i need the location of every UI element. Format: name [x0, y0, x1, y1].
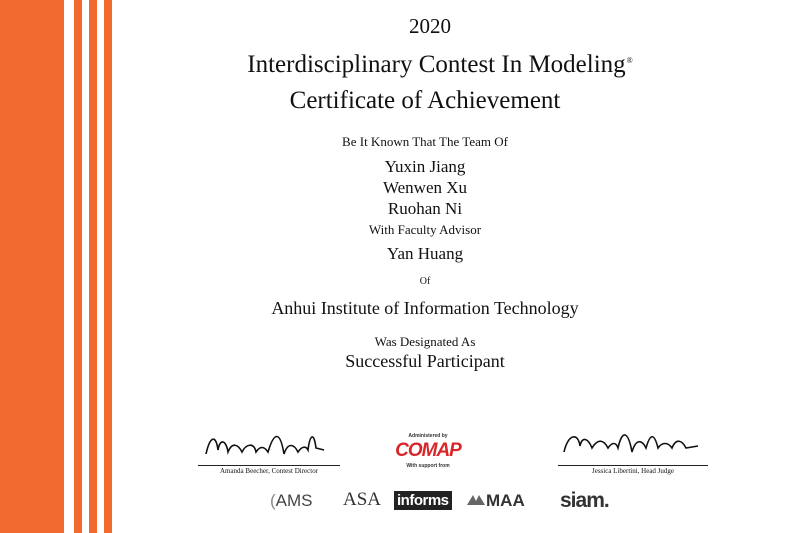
- right-signature-image: [558, 428, 708, 460]
- decorative-stripes: [0, 0, 120, 533]
- certificate-title: Certificate of Achievement: [289, 87, 561, 114]
- team-member: Yuxin Jiang: [384, 157, 466, 176]
- of-label: Of: [419, 276, 431, 287]
- informs-logo: informs: [394, 491, 452, 510]
- right-signature-line: [558, 465, 708, 466]
- asa-logo: ASA: [343, 489, 382, 510]
- stripe-2: [89, 0, 97, 533]
- siam-logo: siam.: [560, 489, 609, 512]
- administered-by-label: Administered by: [408, 433, 448, 439]
- advisor-label: With Faculty Advisor: [368, 222, 482, 237]
- certificate-year: 2020: [409, 14, 451, 38]
- team-member: Ruohan Ni: [387, 199, 463, 218]
- right-signature-block: [558, 428, 708, 475]
- left-signature-block: [198, 428, 340, 475]
- maa-logo: MAA: [466, 491, 525, 511]
- contest-name: [40, 51, 800, 79]
- left-signature-line: [198, 465, 340, 466]
- stripe-1: [74, 0, 82, 533]
- stripe-wide: [0, 0, 64, 533]
- stripe-3: [104, 0, 112, 533]
- left-signature-image: [198, 428, 340, 460]
- advisor-name: Yan Huang: [386, 244, 464, 263]
- team-member: Wenwen Xu: [382, 178, 468, 197]
- contest-name-text: Interdisciplinary Contest In Modeling: [247, 51, 626, 78]
- comap-logo: COMAP: [395, 440, 461, 461]
- designation-label: Was Designated As: [374, 334, 476, 349]
- institution-name: Anhui Institute of Information Technology: [271, 298, 579, 318]
- intro-text: Be It Known That The Team Of: [342, 134, 508, 149]
- registered-mark: ®: [626, 55, 633, 65]
- designation: Successful Participant: [345, 351, 505, 371]
- right-signature-caption: Jessica Libertini, Head Judge: [591, 467, 675, 475]
- maa-mark-icon: [466, 492, 486, 508]
- left-signature-caption: Amanda Beecher, Contest Director: [219, 467, 319, 475]
- support-label: With support from: [406, 463, 450, 469]
- ams-logo: (AMS: [270, 491, 313, 510]
- comap-block: [388, 433, 468, 469]
